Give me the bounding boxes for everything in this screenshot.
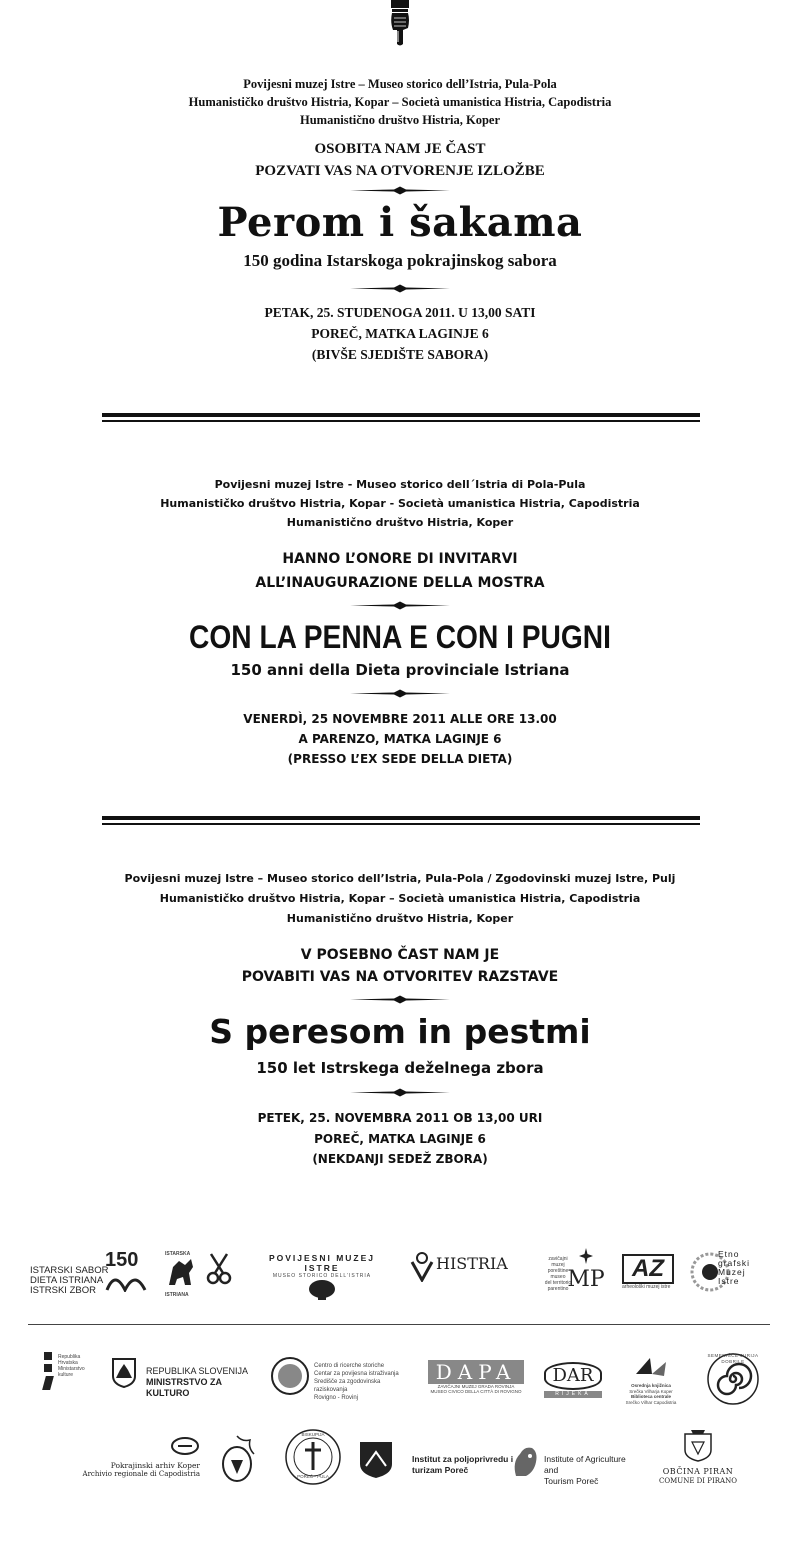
invitation-line: OSOBITA NAM JE ČAST [314,141,486,157]
logo-text: ISTARSKA [165,1251,191,1257]
logo-text: AZ [622,1254,674,1284]
logo-text: Republika [58,1354,81,1360]
exhibition-title: Perom i šakama [217,199,583,246]
event-date: PETEK, 25. NOVEMBRA 2011 OB 13,00 URI [257,1111,543,1125]
logo-text: Srečka Vilharja Koper [629,1388,673,1394]
org-line: Humanistično društvo Histria, Koper [299,113,500,127]
event-venue-note: (BIVŠE SJEDIŠTE SABORA) [311,347,489,362]
logo-text: ISTARSKI SABOR [30,1265,109,1276]
logo-text: DAR [544,1362,602,1390]
logo-text: Biblioteca centrale [630,1394,671,1399]
event-address: POREČ, MATKA LAGINJE 6 [314,1132,486,1146]
logo-text: parentino [547,1286,569,1292]
logo-text: muzej [551,1262,565,1268]
logo-text: Archivio regionale di Capodistria [82,1470,200,1478]
arch-emblem-icon [105,1270,147,1292]
logo-text: RIJEKA [544,1391,602,1398]
org-line: Humanističko društvo Histria, Kopar - Società umanistica Histria, Capodistria [160,497,640,510]
biskupija-porec-pula-logo [284,1428,342,1486]
logo-text: DIETA ISTRIANA [30,1275,104,1286]
logo-text: MUSEO CIVICO DELLA CITTÀ DI ROVIGNO [430,1389,522,1394]
org-line: Humanističko društvo Histria, Kopar – Società umanistica Histria, Capodistria [159,892,641,905]
osrednja-knjiznica-logo [618,1354,684,1405]
semenisce-jurija-dobrile-logo [706,1352,760,1406]
pointing-hand-icon [382,0,418,46]
pokrajinski-arhiv-koper-logo [60,1436,200,1479]
org-line: Povijesni muzej Istre – Museo storico dell’Istria, Pula-Pola / Zgodovinski muzej Istre, Pulj [124,872,676,885]
logo-text: OBČINA PIRAN [662,1467,734,1476]
exhibition-subtitle: 150 let Istrskega deželnega zbora [256,1059,544,1077]
logo-text: grafski [718,1258,751,1268]
logo-text: Tourism Poreč [544,1476,599,1486]
logo-text: museo [550,1274,566,1280]
exhibition-subtitle: 150 anni della Dieta provinciale Istriana [230,661,570,679]
logo-text: Muzej [718,1267,746,1277]
logo-text: Pokrajinski arhiv Koper [110,1461,200,1470]
histria-figure-icon [410,1252,434,1282]
ornament-divider [350,601,450,610]
sabor-150-logo [105,1250,147,1294]
exhibition-title: S peresom in pestmi [209,1012,591,1051]
logo-text: Srečko Vilhar Capodistria [625,1399,677,1405]
logo-text: Istre [718,1276,740,1286]
logo-text: Osrednja knjižnica [631,1383,671,1388]
logo-text: Centar za povijesna istraživanja [314,1371,399,1377]
ministry-culture-hr-logo [44,1352,104,1402]
logo-text: SEMENIŠČE JURIJA DOBRILE [707,1353,759,1364]
event-date: VENERDÌ, 25 NOVEMBRE 2011 ALLE ORE 13.00 [243,712,557,726]
dapa-logo [428,1360,524,1394]
crs-rovinj-logo [270,1356,415,1400]
logo-text: REPUBLIKA SLOVENIJA [146,1366,249,1376]
logo-text: Etno [718,1249,740,1259]
logo-text: ISTRSKI ZBOR [30,1285,96,1296]
event-date: PETAK, 25. STUDENOGA 2011. U 13,00 SATI [264,305,536,320]
logo-text: MUSEO STORICO DELL’ISTRIA [272,1273,372,1279]
ornament-divider [350,1088,450,1097]
dar-rijeka-logo [544,1362,602,1398]
logo-text: arheološki muzej istre [622,1284,671,1290]
event-venue-note: (PRESSO L’EX SEDE DELLA DIETA) [287,752,513,766]
logo-text: Centro di ricerche storiche [314,1363,385,1369]
invitation-line: V POSEBNO ČAST NAM JE [300,947,500,963]
logo-text: POREČ - PULA [297,1474,329,1479]
institut-poljoprivreda-logo [412,1444,634,1484]
logo-text: Rovigno - Rovinj [314,1395,359,1401]
istarska-zupanija-logo [165,1251,201,1298]
povijesni-muzej-istre-logo [252,1253,392,1306]
org-line: Humanistično društvo Histria, Koper [286,912,514,925]
shield-crest-icon [358,1440,394,1480]
istarski-sabor-logo [30,1266,108,1296]
logo-text: HISTRIA [436,1254,508,1273]
invitation-line: HANNO L’ONORE DI INVITARVI [282,551,518,567]
logo-text: ZAVIČAJNI MUZEJ GRADA ROVINJA [437,1384,515,1389]
arheoloski-muzej-logo [622,1254,674,1290]
event-venue-note: (NEKDANJI SEDEŽ ZBORA) [312,1152,488,1166]
ornament-divider [350,689,450,698]
logo-text: Središče za zgodovinska raziskovanja [314,1379,381,1393]
logo-text: MINISTRSTVO ZA KULTURO [146,1377,222,1398]
logo-text: poreštine [547,1268,569,1274]
exhibition-title: CON LA PENNA E CON I PUGNI [189,619,611,655]
piran-crest-icon [683,1428,713,1462]
ornament-divider [350,186,450,195]
section-divider [102,413,700,422]
section-divider [102,816,700,825]
pomegranate-emblem-icon [214,1434,260,1484]
mp-logo [566,1248,606,1291]
scissors-ministry-icon [205,1252,233,1286]
org-line: Povijesni muzej Istre – Museo storico dell’Istria, Pula-Pola [243,77,557,91]
event-address: A PARENZO, MATKA LAGINJE 6 [298,732,502,746]
invitation-line: POZVATI VAS NA OTVORENJE IZLOŽBE [255,163,545,179]
logo-text: zavičajni [548,1256,568,1262]
etnografski-muzej-logo [688,1250,766,1296]
event-address: POREČ, MATKA LAGINJE 6 [311,326,489,341]
org-line: Povijesni muzej Istre - Museo storico dell´Istria di Pola-Pula [214,478,586,491]
logo-text: Institut za poljoprivredu i [412,1454,514,1464]
logo-text: MP [567,1267,605,1292]
ornament-divider [350,995,450,1004]
round-seal-icon [270,1356,310,1396]
exhibition-subtitle: 150 godina Istarskoga pokrajinskog sabora [243,251,557,270]
logo-text: ISTRIANA [165,1292,189,1298]
logo-text: Hrvatska [58,1360,78,1366]
goat-crest-icon [165,1257,199,1287]
org-line: Humanistično društvo Histria, Koper [286,516,514,529]
org-line: Humanističko društvo Histria, Kopar – Società umanistica Histria, Capodistria [188,95,612,109]
archive-emblem-icon [170,1436,200,1456]
logo-text: turizam Poreč [412,1465,469,1475]
logo-text: Institute of Agriculture and [544,1454,626,1475]
goat-head-icon [510,1444,542,1478]
logos-divider [28,1324,770,1325]
ornament-divider [350,284,450,293]
invitation-line: ALL’INAUGURAZIONE DELLA MOSTRA [255,575,545,591]
logo-text: del territorio [544,1280,572,1286]
amphora-icon [302,1279,342,1301]
logo-text: 150 [105,1249,139,1271]
logo-text: POVIJESNI MUZEJ ISTRE [268,1253,376,1273]
invitation-line: POVABITI VAS NA OTVORITEV RAZSTAVE [241,969,559,985]
star-icon [579,1248,593,1264]
obcina-piran-logo [658,1428,738,1486]
logo-text: DAPA [428,1360,524,1384]
logo-text: COMUNE DI PIRANO [659,1477,737,1485]
slovenia-crest-icon [112,1358,136,1388]
book-icon [634,1354,668,1378]
logo-text: kulture [58,1372,74,1378]
logo-text: BISKUPIJA [301,1432,325,1437]
logo-text: Ministarstvo [58,1366,85,1372]
slovenia-ministry-logo [112,1358,262,1398]
